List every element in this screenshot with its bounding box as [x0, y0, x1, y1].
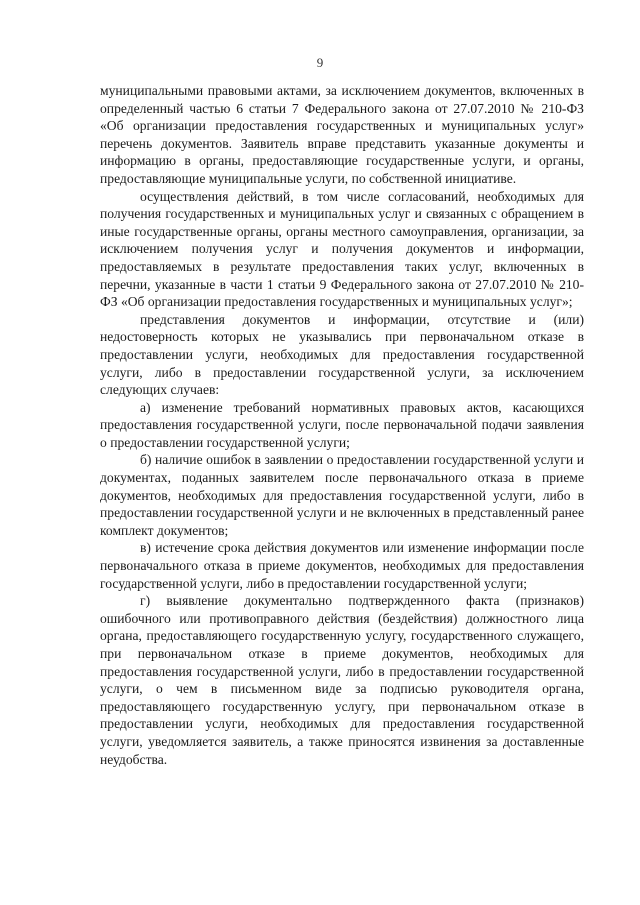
list-item-g: г) выявление документально подтвержденного факта (признаков) ошибочного или противоправного действия (бездействия) должностного лица органа, предоставляющего государственную услугу, государственного служащего, при первоначальном отказе в приеме документов, необходимых для предоставления государственной услуги, либо в предоставлении государственной услуги, о чем в письменном виде за подписью руководителя органа, предоставляющего государственную услугу, при первоначальном отказе в предоставлении услуги, необходимых для предоставления государственной услуги, уведомляется заявитель, а также приносятся извинения за доставленные неудобства.: [100, 593, 584, 767]
list-item-b: б) наличие ошибок в заявлении о предоставлении государственной услуги и документах, поданных заявителем после первоначального отказа в приеме документов, необходимых для предоставления государственной услуги, либо в предоставлении государственной услуги и не включенных в представленный ранее комплект документов;: [100, 452, 584, 538]
paragraph-documents-presentation: представления документов и информации, отсутствие и (или) недостоверность которых не указывались при первоначальном отказе в предоставлении услуги, необходимых для предоставления государственной услуги, либо в предоставлении государственной услуги, за исключением следующих случаев:: [100, 311, 584, 398]
document-body: [100, 82, 584, 768]
page-number: 9: [316, 55, 324, 70]
list-item-v: в) истечение срока действия документов или изменение информации после первоначального отказа в приеме документов, необходимых для предоставления государственной услуги, либо в предоставлении государственной услуги;: [100, 540, 584, 591]
paragraph-continuation: муниципальными правовыми актами, за исключением документов, включенных в определенный частью 6 статьи 7 Федерального закона от 27.07.2010 № 210-ФЗ «Об организации предоставления государственных и муниципальных услуг» перечень документов. Заявитель вправе представить указанные документы и информацию в органы, предоставляющие государственные услуги, и органы, предоставляющие муниципальные услуги, по собственной инициативе.: [100, 83, 584, 186]
paragraph-actions: осуществления действий, в том числе согласований, необходимых для получения государственных и муниципальных услуг и связанных с обращением в иные государственные органы, органы местного самоуправления, организации, за исключением получения услуг и получения документов и информации, предоставляемых в результате предоставления таких услуг, включенных в перечни, указанные в части 1 статьи 9 Федерального закона от 27.07.2010 № 210-ФЗ «Об организации предоставления государственных и муниципальных услуг»;: [100, 188, 584, 310]
list-item-a: а) изменение требований нормативных правовых актов, касающихся предоставления государственной услуги, после первоначальной подачи заявления о предоставлении государственной услуги;: [100, 399, 584, 450]
